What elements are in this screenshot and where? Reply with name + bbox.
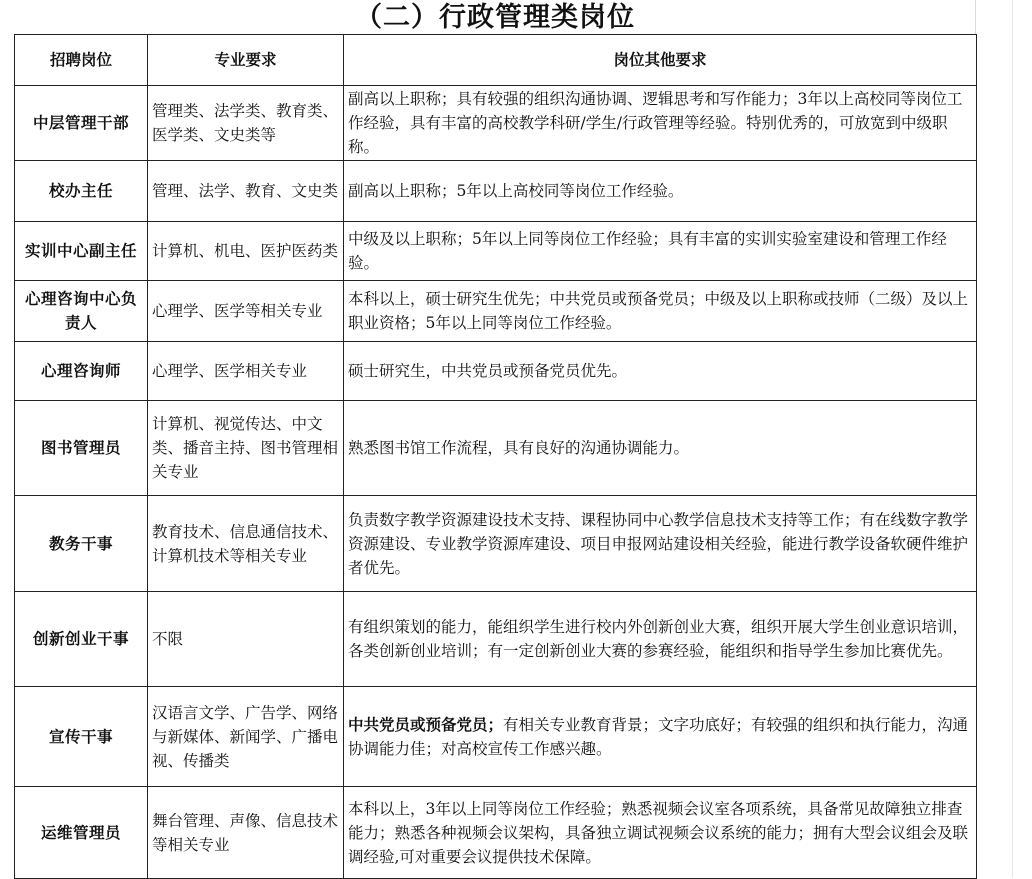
header-major: 专业要求: [148, 35, 344, 86]
requirements-text: 熟悉图书馆工作流程，具有良好的沟通协调能力。: [348, 439, 690, 457]
requirements-cell: [344, 401, 977, 496]
requirements-text: 硕士研究生，中共党员或预备党员优先。: [348, 362, 628, 380]
major-cell: 汉语言文学、广告学、网络与新媒体、新闻学、广播电视、传播类: [148, 687, 344, 787]
major-cell: 心理学、医学相关专业: [148, 342, 344, 401]
position-cell: 运维管理员: [15, 787, 148, 879]
major-cell: 管理、法学、教育、文史类: [148, 161, 344, 222]
requirements-cell: [344, 161, 977, 222]
table-row: [15, 687, 977, 787]
table-row: [15, 401, 977, 496]
table-row: [15, 496, 977, 592]
position-cell: 中层管理干部: [15, 86, 148, 161]
requirements-text: 本科以上，3年以上同等岗位工作经验；熟悉视频会议室各项系统，具备常见故障独立排查能力；熟悉各种视频会议架构，具备独立调试视频会议系统的能力；拥有大型会议组会及联调经验,可对重要会议提供技术保障。: [348, 799, 969, 866]
requirements-cell: [344, 281, 977, 342]
major-cell: 不限: [148, 592, 344, 687]
requirements-cell: [344, 496, 977, 592]
major-cell: 计算机、视觉传达、中文类、播音主持、图书管理相关专业: [148, 401, 344, 496]
major-cell: 计算机、机电、医护医药类: [148, 222, 344, 281]
requirements-bold-lead: 中共党员或预备党员；: [348, 714, 504, 734]
position-cell: 心理咨询师: [15, 342, 148, 401]
page-title: （二）行政管理类岗位: [355, 2, 635, 33]
position-cell: 实训中心副主任: [15, 222, 148, 281]
requirements-text: 副高以上职称；具有较强的组织沟通协调、逻辑思考和写作能力；3年以上高校同等岗位工作经验，具有丰富的高校教学科研/学生/行政管理等经验。特别优秀的，可放宽到中级职称。: [348, 90, 963, 156]
table-row: [15, 281, 977, 342]
major-cell: 管理类、法学类、教育类、医学类、文史类等: [148, 86, 344, 161]
requirements-text: 副高以上职称；5年以上高校同等岗位工作经验。: [348, 182, 684, 200]
table-header-row: [15, 35, 977, 86]
positions-table: [14, 34, 977, 879]
position-cell: 教务干事: [15, 496, 148, 592]
sheet-gridline: [1012, 0, 1013, 878]
header-other-requirements: 岗位其他要求: [344, 35, 977, 86]
table-row: [15, 787, 977, 879]
position-cell: 校办主任: [15, 161, 148, 222]
requirements-text: 负责数字教学资源建设技术支持、课程协同中心教学信息技术支持等工作；有在线数字教学资源建设、专业教学资源库建设、项目申报网站建设相关经验，能进行教学设备软硬件维护者优先。: [348, 510, 969, 577]
table-row: [15, 86, 977, 161]
requirements-cell: [344, 787, 977, 879]
major-cell: 教育技术、信息通信技术、计算机技术等相关专业: [148, 496, 344, 592]
requirements-text: 本科以上，硕士研究生优先；中共党员或预备党员；中级及以上职称或技师（二级）及以上职业资格；5年以上同等岗位工作经验。: [348, 290, 969, 332]
table-row: [15, 161, 977, 222]
table-row: [15, 342, 977, 401]
requirements-cell: [344, 592, 977, 687]
table-row: [15, 222, 977, 281]
position-cell: 图书管理员: [15, 401, 148, 496]
position-cell: 宣传干事: [15, 687, 148, 787]
table-row: [15, 592, 977, 687]
requirements-text: 有组织策划的能力，能组织学生进行校内外创新创业大赛，组织开展大学生创业意识培训，各类创新创业培训；有一定创新创业大赛的参赛经验，能组织和指导学生参加比赛优先。: [348, 618, 969, 660]
header-position: 招聘岗位: [15, 35, 148, 86]
position-cell: 心理咨询中心负责人: [15, 281, 148, 342]
requirements-text: 中级及以上职称；5年以上同等岗位工作经验；具有丰富的实训实验室建设和管理工作经验。: [348, 230, 947, 272]
major-cell: 舞台管理、声像、信息技术等相关专业: [148, 787, 344, 879]
position-cell: 创新创业干事: [15, 592, 148, 687]
requirements-cell: [344, 342, 977, 401]
major-cell: 心理学、医学等相关专业: [148, 281, 344, 342]
requirements-text: 有相关专业教育背景；文字功底好；有较强的组织和执行能力，沟通协调能力佳；对高校宣传工作感兴趣。: [348, 715, 969, 758]
requirements-cell: [344, 86, 977, 161]
requirements-cell: [344, 687, 977, 787]
requirements-cell: [344, 222, 977, 281]
